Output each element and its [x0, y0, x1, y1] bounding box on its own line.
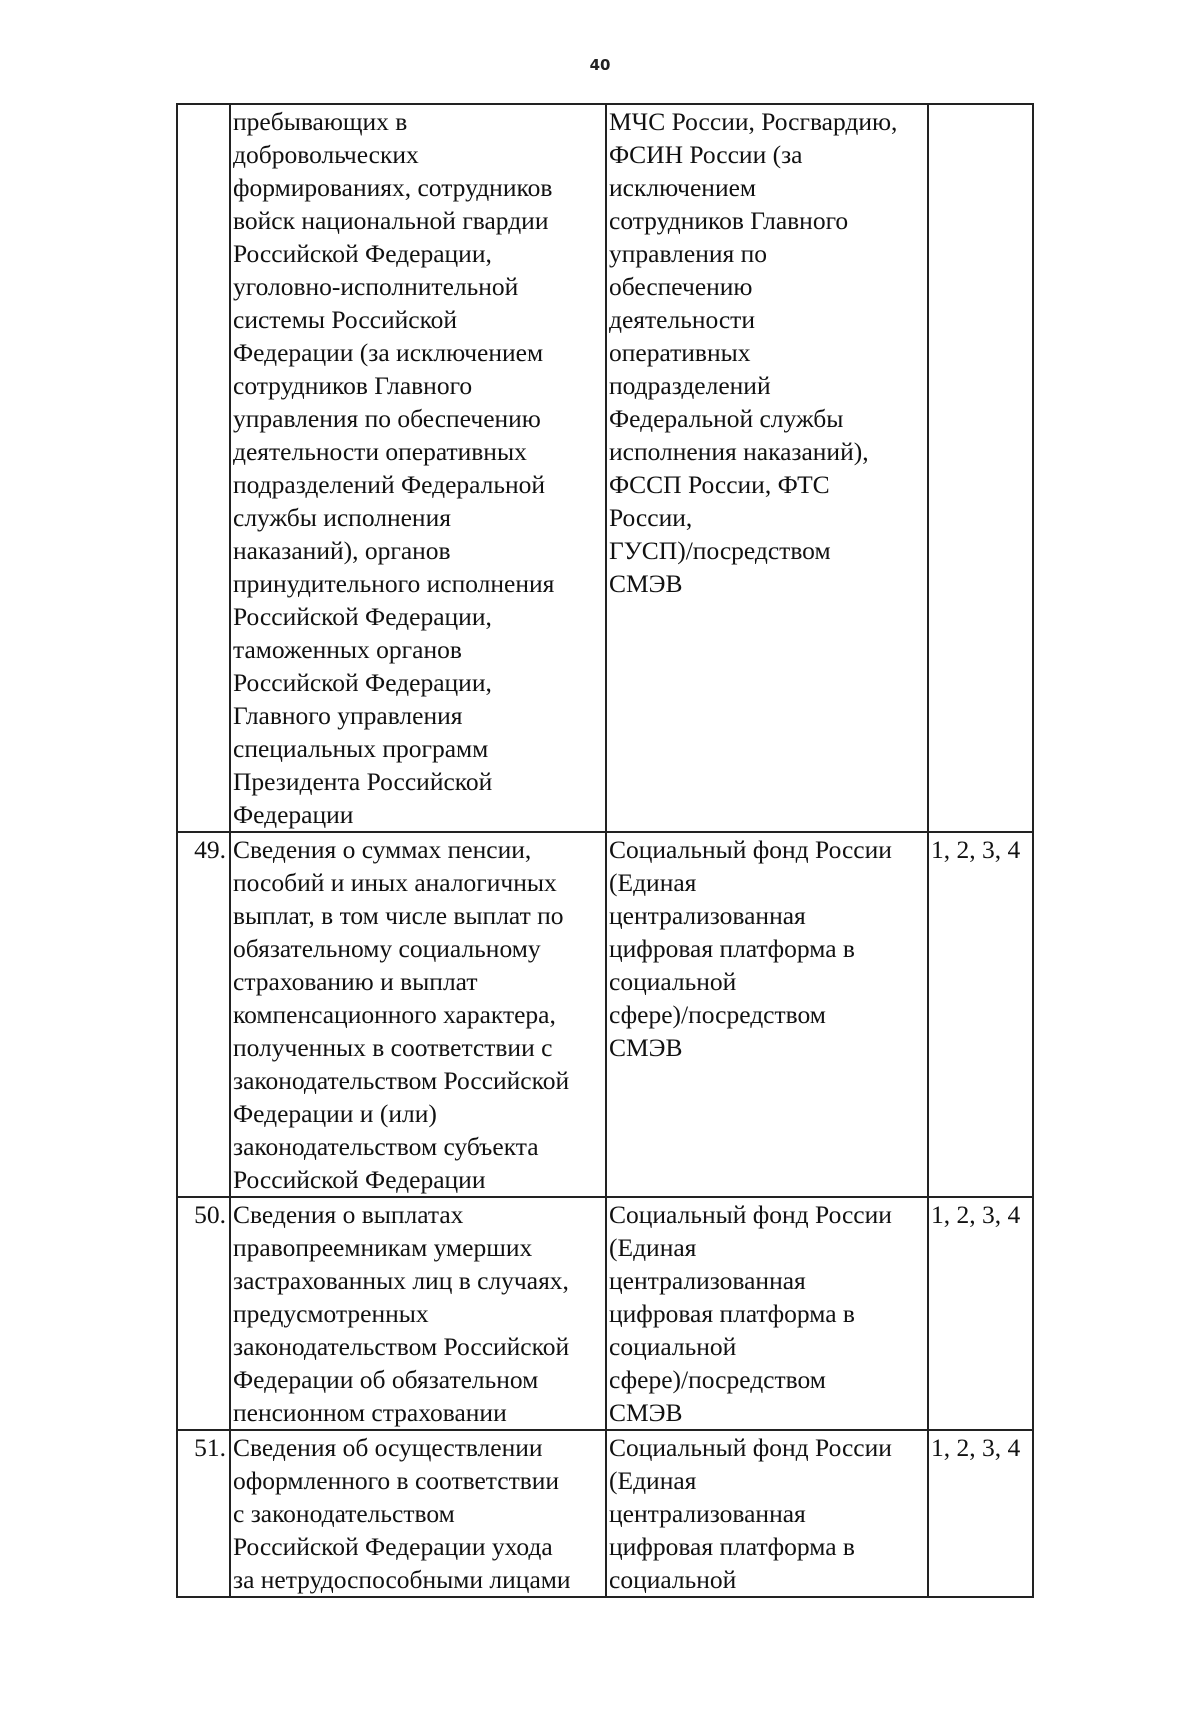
page-number: 40: [589, 56, 611, 74]
info-name-cell: Сведения о суммах пенсии, пособий и иных аналогичных выплат, в том числе выплат по обязательному социальному страхованию и выплат компенсационного характера, полученных в соответствии с законодательством Российской Федерации и (или) законодательством субъекта Российской Федерации: [230, 832, 606, 1197]
categories-cell: 1, 2, 3, 4: [928, 1430, 1033, 1597]
categories-cell: 1, 2, 3, 4: [928, 832, 1033, 1197]
info-source-cell: Социальный фонд России (Единая централизованная цифровая платформа в социальной сфере)/посредством СМЭВ: [606, 1197, 928, 1430]
table-row: [177, 1430, 1033, 1597]
table-row: [177, 104, 1033, 832]
table-row: [177, 832, 1033, 1197]
row-number: 49.: [177, 832, 230, 1197]
info-source-cell: Социальный фонд России (Единая централизованная цифровая платформа в социальной: [606, 1430, 928, 1597]
row-number: [177, 104, 230, 832]
categories-cell: [928, 104, 1033, 832]
data-table: [176, 103, 1034, 1598]
info-name-cell: пребывающих в добровольческих формированиях, сотрудников войск национальной гвардии Российской Федерации, уголовно-исполнительной системы Российской Федерации (за исключением сотрудников Главного управления по обеспечению деятельности оперативных подразделений Федеральной службы исполнения наказаний), органов принудительного исполнения Российской Федерации, таможенных органов Российской Федерации, Главного управления специальных программ Президента Российской Федерации: [230, 104, 606, 832]
info-name-cell: Сведения об осуществлении оформленного в соответствии с законодательством Российской Федерации ухода за нетрудоспособными лицами: [230, 1430, 606, 1597]
categories-cell: 1, 2, 3, 4: [928, 1197, 1033, 1430]
row-number: 51.: [177, 1430, 230, 1597]
info-source-cell: МЧС России, Росгвардию, ФСИН России (за исключением сотрудников Главного управления по обеспечению деятельности оперативных подразделений Федеральной службы исполнения наказаний), ФССП России, ФТС России, ГУСП)/посредством СМЭВ: [606, 104, 928, 832]
row-number: 50.: [177, 1197, 230, 1430]
info-source-cell: Социальный фонд России (Единая централизованная цифровая платформа в социальной сфере)/посредством СМЭВ: [606, 832, 928, 1197]
info-name-cell: Сведения о выплатах правопреемникам умерших застрахованных лиц в случаях, предусмотренных законодательством Российской Федерации об обязательном пенсионном страховании: [230, 1197, 606, 1430]
table-row: [177, 1197, 1033, 1430]
